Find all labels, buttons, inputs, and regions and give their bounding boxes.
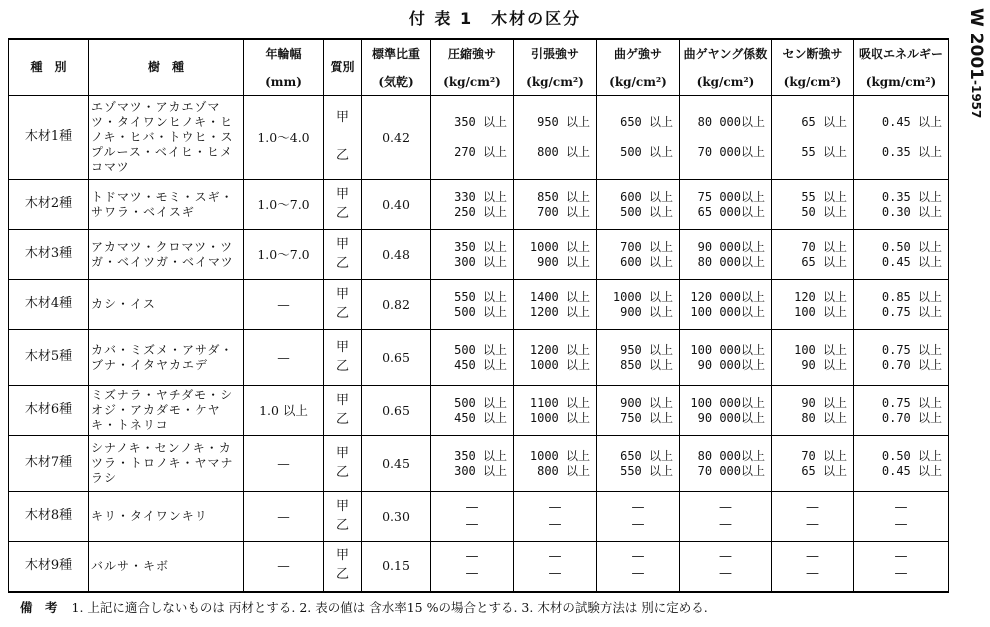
- specific-gravity-cell: 0.40: [362, 180, 431, 230]
- absorption-cell: 0.75 以上 0.70 以上: [854, 386, 949, 436]
- class-cell: 木材8種: [9, 492, 89, 542]
- absorption-cell: 0.50 以上 0.45 以上: [854, 230, 949, 280]
- species-cell: バルサ・キボ: [89, 542, 244, 592]
- ring-width-cell: 1.0 以上: [244, 386, 324, 436]
- header-species: 樹 種: [89, 39, 244, 96]
- specific-gravity-cell: 0.48: [362, 230, 431, 280]
- species-cell: エゾマツ・アカエゾマツ・タイワンヒノキ・ヒノキ・ヒバ・トウヒ・スプルース・ベイヒ・ヒメコマツ: [89, 96, 244, 180]
- class-cell: 木材2種: [9, 180, 89, 230]
- tensile-cell: 1400 以上 1200 以上: [514, 280, 597, 330]
- ring-width-cell: —: [244, 330, 324, 386]
- tensile-cell: 1100 以上 1000 以上: [514, 386, 597, 436]
- specific-gravity-cell: 0.65: [362, 330, 431, 386]
- compressive-cell: 500 以上 450 以上: [431, 330, 514, 386]
- compressive-cell: 350 以上 300 以上: [431, 230, 514, 280]
- standard-code: [950, 8, 986, 178]
- table-row: [9, 180, 949, 230]
- absorption-cell: — —: [854, 542, 949, 592]
- table-row: [9, 96, 949, 180]
- header-class: 種 別: [9, 39, 89, 96]
- remarks: [20, 598, 950, 616]
- quality-cell: 甲 乙: [324, 230, 362, 280]
- class-cell: 木材5種: [9, 330, 89, 386]
- unit-specific-gravity: (気乾): [362, 69, 431, 96]
- ring-width-cell: 1.0〜7.0: [244, 180, 324, 230]
- shear-cell: 70 以上 65 以上: [772, 230, 854, 280]
- table-row: [9, 436, 949, 492]
- shear-cell: 120 以上 100 以上: [772, 280, 854, 330]
- bending-cell: 650 以上 500 以上: [597, 96, 680, 180]
- bending-cell: 650 以上 550 以上: [597, 436, 680, 492]
- quality-cell: 甲 乙: [324, 330, 362, 386]
- table-row: [9, 230, 949, 280]
- young-cell: 120 000以上 100 000以上: [680, 280, 772, 330]
- unit-bending: (kg/cm²): [597, 69, 680, 96]
- bending-cell: 950 以上 850 以上: [597, 330, 680, 386]
- unit-tensile: (kg/cm²): [514, 69, 597, 96]
- quality-cell: 甲 乙: [324, 180, 362, 230]
- compressive-cell: 350 以上 270 以上: [431, 96, 514, 180]
- compressive-cell: 500 以上 450 以上: [431, 386, 514, 436]
- bending-cell: — —: [597, 492, 680, 542]
- ring-width-cell: —: [244, 280, 324, 330]
- ring-width-cell: 1.0〜4.0: [244, 96, 324, 180]
- specific-gravity-cell: 0.42: [362, 96, 431, 180]
- unit-ring-width: (mm): [244, 69, 324, 96]
- quality-cell: 甲 乙: [324, 280, 362, 330]
- shear-cell: 65 以上 55 以上: [772, 96, 854, 180]
- tensile-cell: — —: [514, 492, 597, 542]
- header-specific-gravity: 標準比重: [362, 39, 431, 69]
- header-bending: 曲ゲ強サ: [597, 39, 680, 69]
- shear-cell: — —: [772, 542, 854, 592]
- specific-gravity-cell: 0.15: [362, 542, 431, 592]
- species-cell: カバ・ミズメ・アサダ・ブナ・イタヤカエデ: [89, 330, 244, 386]
- compressive-cell: 330 以上 250 以上: [431, 180, 514, 230]
- tensile-cell: — —: [514, 542, 597, 592]
- absorption-cell: 0.75 以上 0.70 以上: [854, 330, 949, 386]
- species-cell: ミズナラ・ヤチダモ・シオジ・アカダモ・ケヤキ・トネリコ: [89, 386, 244, 436]
- header-compressive: 圧縮強サ: [431, 39, 514, 69]
- ring-width-cell: —: [244, 542, 324, 592]
- shear-cell: 90 以上 80 以上: [772, 386, 854, 436]
- header-ring-width: 年輪幅: [244, 39, 324, 69]
- bending-cell: 700 以上 600 以上: [597, 230, 680, 280]
- specific-gravity-cell: 0.45: [362, 436, 431, 492]
- specific-gravity-cell: 0.65: [362, 386, 431, 436]
- table-row: [9, 386, 949, 436]
- specific-gravity-cell: 0.82: [362, 280, 431, 330]
- quality-cell: 甲 乙: [324, 542, 362, 592]
- header-young: 曲ゲヤング係数: [680, 39, 772, 69]
- class-cell: 木材3種: [9, 230, 89, 280]
- ring-width-cell: 1.0〜7.0: [244, 230, 324, 280]
- unit-compressive: (kg/cm²): [431, 69, 514, 96]
- young-cell: — —: [680, 542, 772, 592]
- quality-cell: 甲 乙: [324, 96, 362, 180]
- young-cell: 100 000以上 90 000以上: [680, 330, 772, 386]
- standard-year: -1957: [969, 79, 983, 119]
- unit-young: (kg/cm²): [680, 69, 772, 96]
- young-cell: 100 000以上 90 000以上: [680, 386, 772, 436]
- tensile-cell: 1000 以上 900 以上: [514, 230, 597, 280]
- young-cell: 90 000以上 80 000以上: [680, 230, 772, 280]
- compressive-cell: 350 以上 300 以上: [431, 436, 514, 492]
- table-row: [9, 542, 949, 592]
- shear-cell: 55 以上 50 以上: [772, 180, 854, 230]
- tensile-cell: 950 以上 800 以上: [514, 96, 597, 180]
- absorption-cell: 0.85 以上 0.75 以上: [854, 280, 949, 330]
- shear-cell: — —: [772, 492, 854, 542]
- header-absorption: 吸収エネルギー: [854, 39, 949, 69]
- bending-cell: 600 以上 500 以上: [597, 180, 680, 230]
- class-cell: 木材9種: [9, 542, 89, 592]
- header-shear: セン断強サ: [772, 39, 854, 69]
- species-cell: アカマツ・クロマツ・ツガ・ベイツガ・ベイマツ: [89, 230, 244, 280]
- ring-width-cell: —: [244, 436, 324, 492]
- species-cell: キリ・タイワンキリ: [89, 492, 244, 542]
- table-title: 付 表 1 木材の区分: [408, 9, 582, 28]
- young-cell: 80 000以上 70 000以上: [680, 96, 772, 180]
- header-quality: 質別: [324, 39, 362, 96]
- class-cell: 木材1種: [9, 96, 89, 180]
- bending-cell: — —: [597, 542, 680, 592]
- table-row: [9, 492, 949, 542]
- remarks-text: 1. 上記に適合しないものは 丙材とする. 2. 表の値は 含水率15 %の場合とする. 3. 木材の試験方法は 別に定める.: [71, 600, 708, 615]
- class-cell: 木材6種: [9, 386, 89, 436]
- class-cell: 木材7種: [9, 436, 89, 492]
- class-cell: 木材4種: [9, 280, 89, 330]
- absorption-cell: 0.35 以上 0.30 以上: [854, 180, 949, 230]
- table-row: [9, 330, 949, 386]
- unit-absorption: (kgm/cm²): [854, 69, 949, 96]
- unit-shear: (kg/cm²): [772, 69, 854, 96]
- species-cell: カシ・イス: [89, 280, 244, 330]
- absorption-cell: 0.50 以上 0.45 以上: [854, 436, 949, 492]
- quality-cell: 甲 乙: [324, 492, 362, 542]
- species-cell: シナノキ・センノキ・カツラ・トロノキ・ヤマナラシ: [89, 436, 244, 492]
- quality-cell: 甲 乙: [324, 436, 362, 492]
- table-row: [9, 280, 949, 330]
- remarks-label: 備 考: [20, 600, 58, 615]
- tensile-cell: 850 以上 700 以上: [514, 180, 597, 230]
- tensile-cell: 1200 以上 1000 以上: [514, 330, 597, 386]
- young-cell: — —: [680, 492, 772, 542]
- ring-width-cell: —: [244, 492, 324, 542]
- young-cell: 75 000以上 65 000以上: [680, 180, 772, 230]
- compressive-cell: — —: [431, 542, 514, 592]
- bending-cell: 1000 以上 900 以上: [597, 280, 680, 330]
- shear-cell: 70 以上 65 以上: [772, 436, 854, 492]
- absorption-cell: 0.45 以上 0.35 以上: [854, 96, 949, 180]
- wood-classification-table: [8, 38, 949, 593]
- tensile-cell: 1000 以上 800 以上: [514, 436, 597, 492]
- header-tensile: 引張強サ: [514, 39, 597, 69]
- compressive-cell: 550 以上 500 以上: [431, 280, 514, 330]
- bending-cell: 900 以上 750 以上: [597, 386, 680, 436]
- young-cell: 80 000以上 70 000以上: [680, 436, 772, 492]
- compressive-cell: — —: [431, 492, 514, 542]
- specific-gravity-cell: 0.30: [362, 492, 431, 542]
- shear-cell: 100 以上 90 以上: [772, 330, 854, 386]
- standard-number: W 2001: [966, 8, 986, 80]
- quality-cell: 甲 乙: [324, 386, 362, 436]
- species-cell: トドマツ・モミ・スギ・サワラ・ベイスギ: [89, 180, 244, 230]
- absorption-cell: — —: [854, 492, 949, 542]
